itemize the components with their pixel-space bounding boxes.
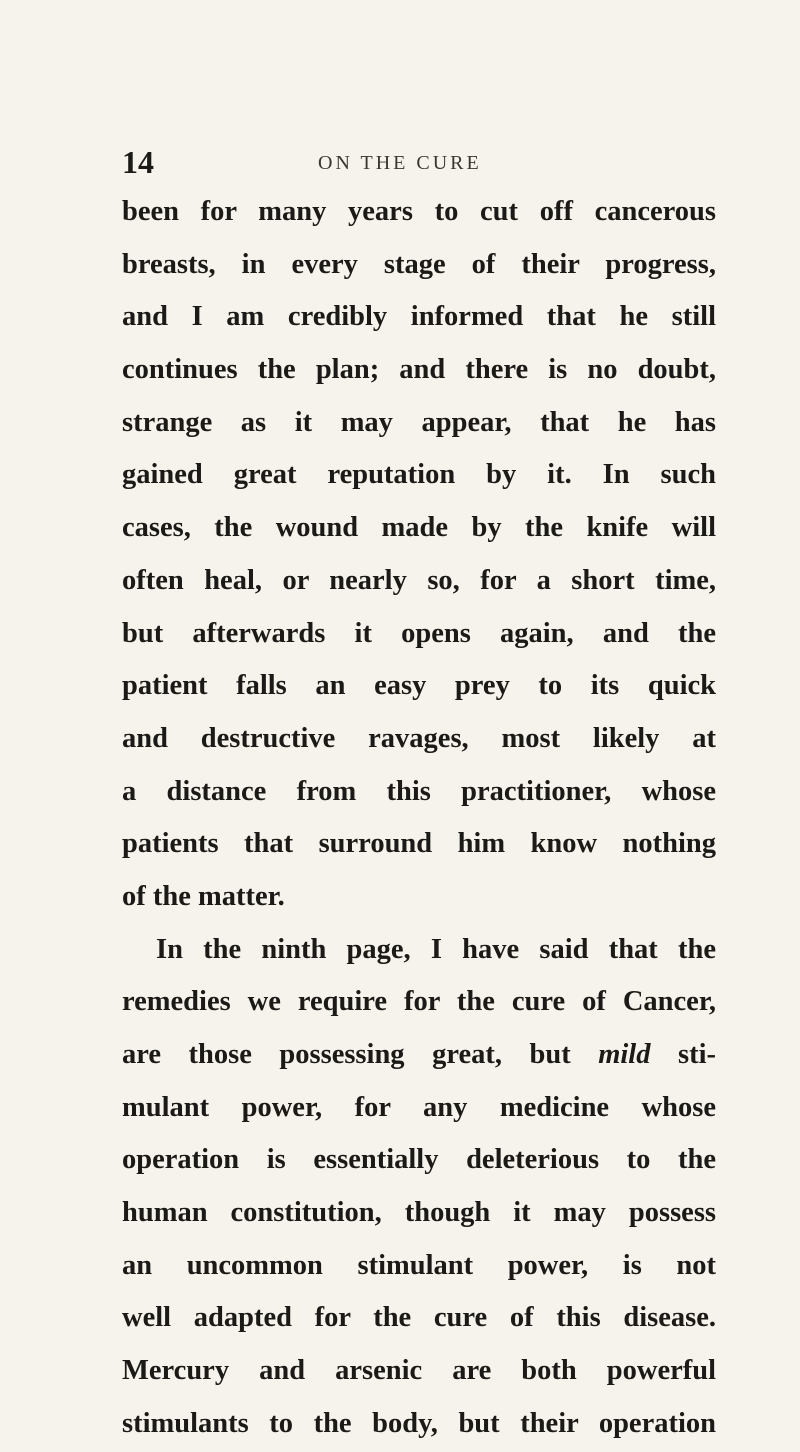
text-line: Mercury and arsenic are both powerful bbox=[122, 1355, 716, 1387]
text-line: a distance from this practitioner, whose bbox=[122, 775, 716, 807]
paragraph-start-line: In the ninth page, I have said that the bbox=[156, 933, 716, 965]
italic-emphasis: mild bbox=[598, 1039, 651, 1070]
running-head bbox=[0, 142, 800, 182]
text-line: often heal, or nearly so, for a short time, bbox=[122, 564, 716, 596]
text-line: cases, the wound made by the knife will bbox=[122, 512, 716, 544]
text-line: patients that surround him know nothing bbox=[122, 828, 716, 860]
text-run: sti- bbox=[650, 1039, 716, 1070]
text-line: gained great reputation by it. In such bbox=[122, 459, 716, 491]
text-line-with-emphasis bbox=[122, 1029, 716, 1082]
text-line: well adapted for the cure of this disease. bbox=[122, 1302, 716, 1334]
text-line: patient falls an easy prey to its quick bbox=[122, 670, 716, 702]
text-line: mulant power, for any medicine whose bbox=[122, 1091, 716, 1123]
text-line: but afterwards it opens again, and the bbox=[122, 617, 716, 649]
text-line: stimulants to the body, but their operation bbox=[122, 1407, 716, 1439]
text-line: and destructive ravages, most likely at bbox=[122, 722, 716, 754]
paragraph-end-line: of the matter. bbox=[122, 880, 285, 912]
text-line: been for many years to cut off cancerous bbox=[122, 196, 716, 227]
text-line: an uncommon stimulant power, is not bbox=[122, 1249, 716, 1281]
running-title: ON THE CURE bbox=[318, 152, 482, 174]
text-line: remedies we require for the cure of Cancer, bbox=[122, 986, 716, 1018]
text-line: human constitution, though it may possess bbox=[122, 1197, 716, 1229]
text-line: and I am credibly informed that he still bbox=[122, 301, 716, 333]
text-line: strange as it may appear, that he has bbox=[122, 406, 716, 438]
text-run: are those possessing great, but bbox=[122, 1039, 599, 1070]
page-number: 14 bbox=[122, 144, 154, 180]
text-line: continues the plan; and there is no doubt, bbox=[122, 354, 716, 386]
text-line: breasts, in every stage of their progress, bbox=[122, 248, 716, 280]
text-line: operation is essentially deleterious to the bbox=[122, 1144, 716, 1176]
body-text bbox=[122, 186, 716, 1451]
